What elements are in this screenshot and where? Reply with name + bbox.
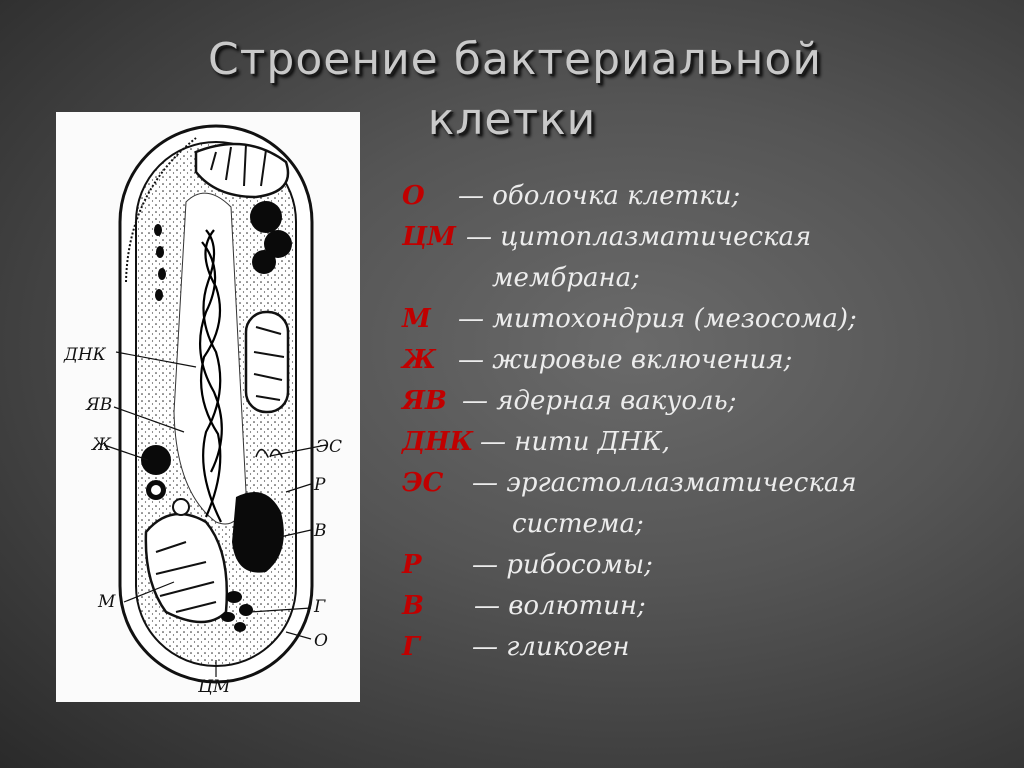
fat-inclusion	[141, 445, 171, 475]
label-v: В	[314, 521, 327, 541]
legend-text: — оболочка клетки;	[458, 181, 741, 211]
label-o: О	[314, 631, 328, 651]
title-line-2: клетки	[427, 94, 597, 145]
legend-key: Р	[402, 550, 422, 580]
legend-text: — митохондрия (мезосома);	[458, 304, 857, 334]
label-es: ЭС	[316, 437, 343, 457]
legend-text: — рибосомы;	[472, 550, 653, 580]
label-zh: Ж	[92, 435, 112, 455]
legend-key: Ж	[402, 345, 437, 375]
label-g: Г	[314, 597, 326, 617]
legend-row	[402, 465, 1002, 506]
legend-row	[402, 588, 1002, 629]
legend-row	[402, 342, 1002, 383]
mitochondrion-right	[246, 312, 288, 412]
legend-key: ЯВ	[402, 386, 447, 416]
label-m: М	[98, 592, 116, 612]
title-line-1: Строение бактериальной	[208, 34, 822, 85]
label-dnk: ДНК	[64, 345, 106, 365]
legend	[402, 178, 1002, 670]
legend-text: — цитоплазматическая	[466, 222, 812, 252]
legend-text: — эргастоллазматическая	[472, 468, 857, 498]
legend-key: О	[402, 181, 425, 211]
legend-key: В	[402, 591, 424, 621]
legend-key: ЦМ	[402, 222, 456, 252]
legend-text: — ядерная вакуоль;	[462, 386, 737, 416]
legend-text: — гликоген	[472, 632, 630, 662]
bacterial-cell-figure	[56, 112, 360, 702]
legend-row	[402, 547, 1002, 588]
legend-key: ЭС	[402, 468, 444, 498]
legend-row	[402, 260, 1002, 301]
label-r: Р	[314, 475, 326, 495]
legend-text: система;	[512, 509, 644, 539]
label-cm: ЦМ	[198, 677, 231, 697]
legend-row	[402, 424, 1002, 465]
legend-text: мембрана;	[492, 263, 640, 293]
legend-text: — волютин;	[474, 591, 646, 621]
label-yav: ЯВ	[86, 395, 113, 415]
legend-row	[402, 301, 1002, 342]
legend-row	[402, 383, 1002, 424]
volutin	[232, 492, 284, 573]
legend-text: — нити ДНК,	[480, 427, 670, 457]
legend-row	[402, 506, 1002, 547]
bacterial-cell-diagram	[56, 112, 360, 702]
legend-text: — жировые включения;	[458, 345, 793, 375]
legend-row	[402, 178, 1002, 219]
legend-key: М	[402, 304, 431, 334]
legend-key: ДНК	[402, 427, 474, 457]
legend-key: Г	[402, 632, 420, 662]
legend-row	[402, 219, 1002, 260]
legend-row	[402, 629, 1002, 670]
